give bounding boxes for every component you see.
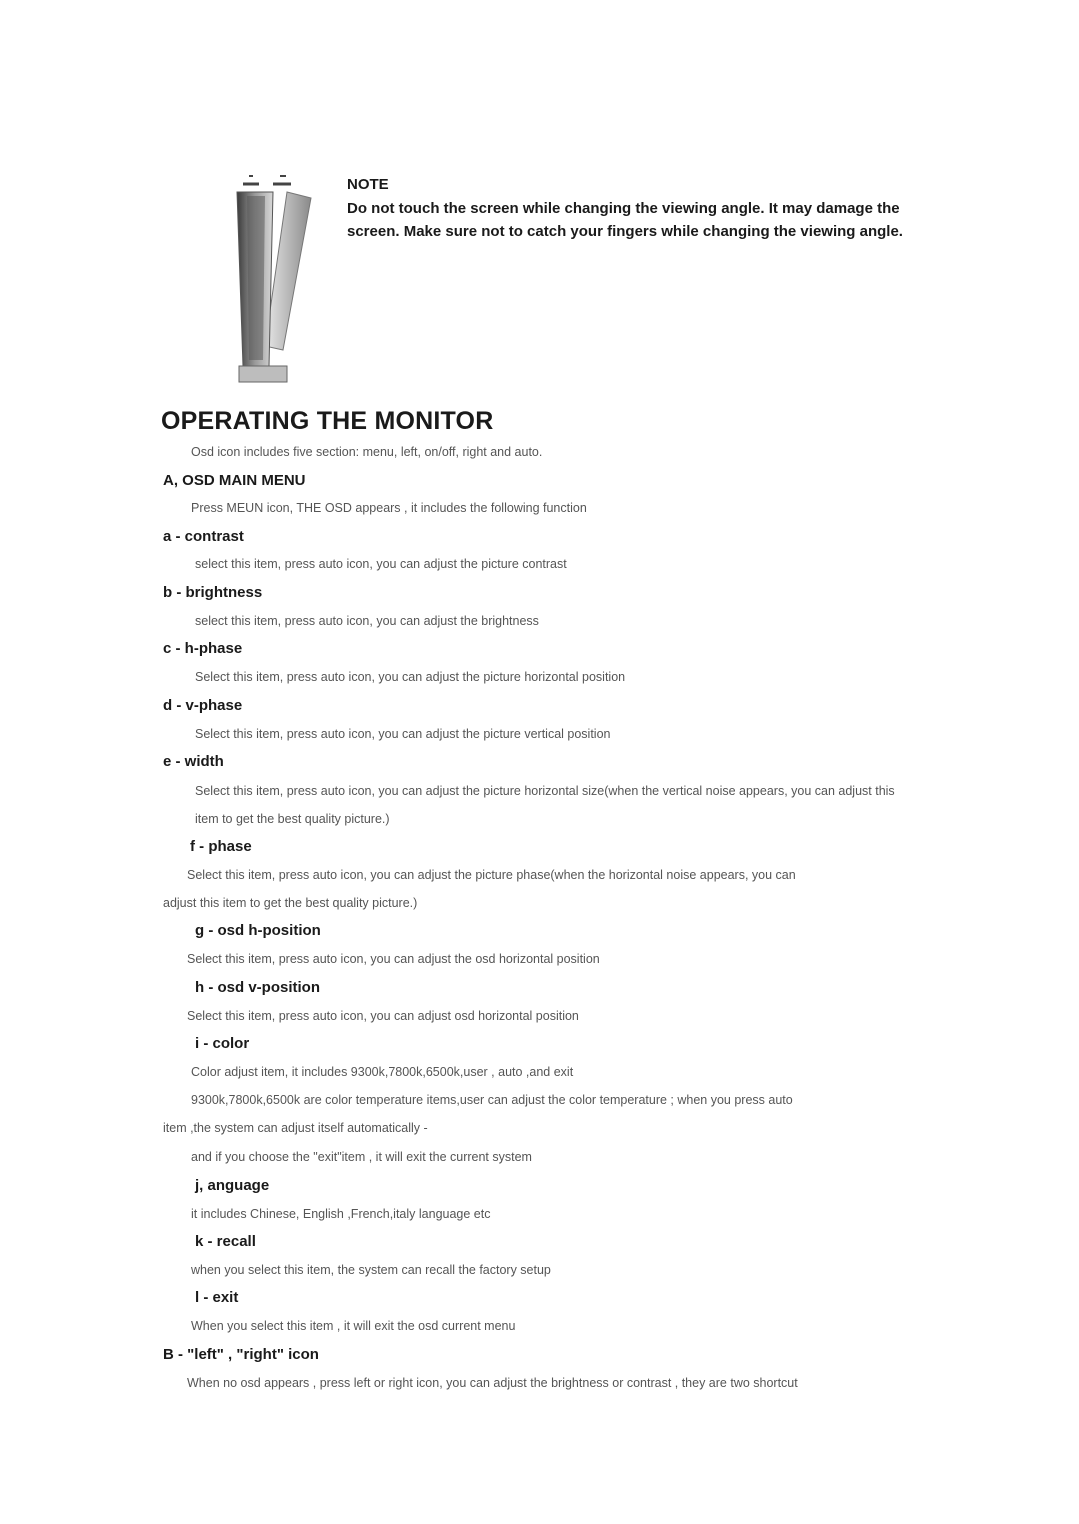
item-f-line2: adjust this item to get the best quality picture.)	[163, 896, 418, 910]
item-i-line4: and if you choose the "exit"item , it will exit the current system	[191, 1150, 532, 1164]
item-f-title: f - phase	[190, 838, 252, 855]
item-b-title: b - brightness	[163, 584, 263, 601]
section-b-text: When no osd appears , press left or right icon, you can adjust the brightness or contrast , they are two shortcut	[187, 1376, 798, 1390]
section-a-title: A, OSD MAIN MENU	[163, 472, 306, 489]
section-a-text: Press MEUN icon, THE OSD appears , it includes the following function	[191, 501, 587, 515]
item-h-title: h - osd v-position	[195, 979, 320, 996]
item-j-text: it includes Chinese, English ,French,italy language etc	[191, 1207, 491, 1221]
monitor-tilt-illustration	[225, 170, 335, 390]
item-g-text: Select this item, press auto icon, you can adjust the osd horizontal position	[187, 952, 600, 966]
item-i-line3: item ,the system can adjust itself automatically -	[163, 1121, 428, 1135]
item-i-line2: 9300k,7800k,6500k are color temperature items,user can adjust the color temperature ; when you press auto	[191, 1093, 793, 1107]
item-g-title: g - osd h-position	[195, 922, 321, 939]
item-c-title: c - h-phase	[163, 640, 243, 657]
item-d-title: d - v-phase	[163, 697, 243, 714]
item-f-line1: Select this item, press auto icon, you can adjust the picture phase(when the horizontal noise appears, you can	[187, 868, 796, 882]
item-a-text: select this item, press auto icon, you can adjust the picture contrast	[195, 557, 567, 571]
intro-text: Osd icon includes five section: menu, left, on/off, right and auto.	[191, 445, 543, 459]
item-b-text: select this item, press auto icon, you can adjust the brightness	[195, 614, 539, 628]
item-l-text: When you select this item , it will exit the osd current menu	[191, 1319, 516, 1333]
note-title: NOTE	[347, 176, 389, 193]
item-c-text: Select this item, press auto icon, you can adjust the picture horizontal position	[195, 670, 626, 684]
item-k-text: when you select this item, the system can recall the factory setup	[191, 1263, 551, 1277]
item-i-line1: Color adjust item, it includes 9300k,7800k,6500k,user , auto ,and exit	[191, 1065, 574, 1079]
page-title: OPERATING THE MONITOR	[161, 407, 494, 435]
item-a-title: a - contrast	[163, 528, 244, 545]
note-text: Do not touch the screen while changing the viewing angle. It may damage the screen. Make sure not to catch your fingers while changing the viewing angle.	[347, 200, 903, 240]
item-i-title: i - color	[195, 1035, 250, 1052]
item-e-title: e - width	[163, 753, 224, 770]
item-j-title: j, anguage	[195, 1177, 270, 1194]
item-h-text: Select this item, press auto icon, you can adjust osd horizontal position	[187, 1009, 579, 1023]
item-d-text: Select this item, press auto icon, you can adjust the picture vertical position	[195, 727, 611, 741]
item-k-title: k - recall	[195, 1233, 256, 1250]
item-l-title: l - exit	[195, 1289, 239, 1306]
item-e-text: Select this item, press auto icon, you can adjust the picture horizontal size(when the vertical noise appears, you can adjust this item to get the best quality picture.)	[195, 784, 895, 826]
section-b-title: B - "left" , "right" icon	[163, 1346, 319, 1363]
